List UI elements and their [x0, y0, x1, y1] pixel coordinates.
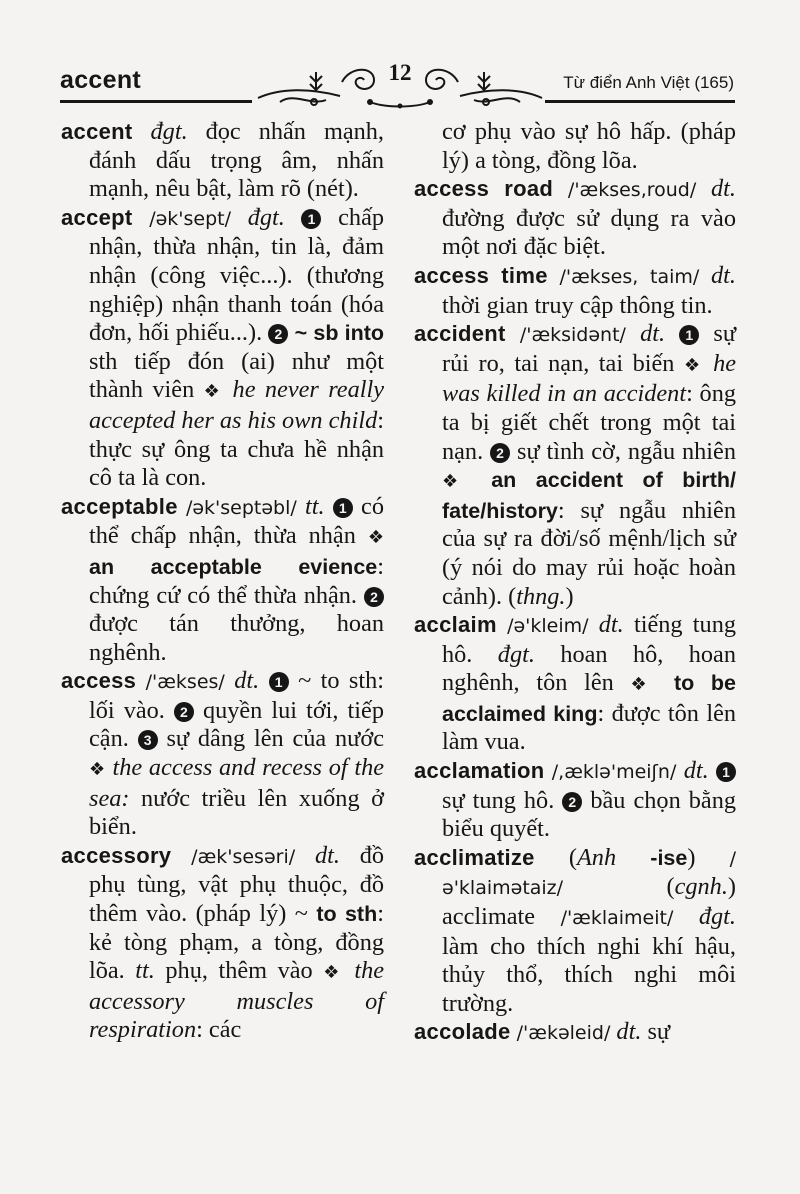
bold-phrase: an acceptable evience [89, 554, 378, 579]
sense-number-icon: 2 [174, 702, 194, 722]
entry-accent [61, 118, 384, 204]
definition-text [544, 757, 551, 784]
sense-number-icon: 1 [333, 498, 353, 518]
book-title: Từ điển Anh Việt (165) [563, 73, 734, 92]
headword: acclaim [414, 612, 497, 638]
definition-text [665, 320, 679, 347]
definition-text: : ông ta bị giết chết trong một tai nạn. [442, 380, 736, 465]
pronunciation: /'ækses, taim/ [559, 265, 700, 288]
italic-text: đgt. [698, 903, 736, 931]
bold-phrase: ~ sb into [294, 321, 385, 346]
sense-number-icon: 1 [269, 672, 289, 692]
definition-text [223, 376, 232, 403]
definition-text: đọc nhấn mạnh, đánh dấu trọng âm, nhấn mạnh, nêu bật, làm rõ (nét). [89, 118, 384, 203]
pronunciation: /ək'sept/ [149, 207, 232, 230]
definition-text: ) [687, 843, 730, 871]
bold-phrase: to be acclaimed king [442, 671, 736, 726]
definition-text [699, 262, 711, 289]
definition-text: : các [196, 1016, 242, 1044]
example-marker-icon: ❖ [323, 962, 344, 984]
definition-text [704, 350, 714, 377]
definition-text: : kẻ tòng phạm, a tòng, đồng lõa. [89, 900, 384, 985]
headword: access time [414, 262, 548, 288]
definition-text: ) acclimate [442, 873, 736, 931]
definition-text [136, 667, 145, 694]
page-header [0, 0, 800, 115]
example-marker-icon: ❖ [442, 471, 472, 493]
italic-text: he was killed in an accident [442, 349, 736, 408]
italic-text: dt. [616, 1018, 642, 1046]
italic-text: the access and recess of the sea: [89, 754, 385, 812]
entry-acclaim [414, 611, 736, 757]
definition-text [548, 262, 560, 289]
definition-text [626, 320, 640, 347]
header-rule-left [60, 100, 252, 103]
headword: accessory [61, 842, 172, 868]
definition-text: ( [534, 843, 577, 871]
definition-text [259, 667, 268, 694]
definition-text: phụ, thêm vào [154, 957, 324, 985]
headword: accident [414, 321, 506, 347]
definition-text [295, 842, 315, 869]
italic-text: cgnh. [674, 873, 728, 901]
definition-text: bầu chọn bằng biểu quyết. [442, 786, 736, 843]
italic-text: đgt. [497, 640, 535, 668]
pronunciation: /ə'klaimətaiz/ [442, 847, 737, 900]
italic-text: dt. [234, 667, 260, 695]
definition-text: : thực sự ông ta chưa hề nhận cô ta là con. [89, 406, 384, 492]
pronunciation: /'ækəleid/ [516, 1022, 611, 1045]
right-column [414, 118, 736, 1048]
italic-text: he never really accepted her as his own child [89, 376, 385, 434]
definition-text: ) [565, 582, 574, 610]
headword: accolade [414, 1019, 511, 1045]
sense-number-icon: 2 [268, 324, 288, 344]
example-marker-icon: ❖ [683, 354, 704, 376]
definition-text: đồ phụ tùng, vật phụ thuộc, đồ thêm vào. (pháp lý) ~ [89, 841, 385, 928]
definition-text: sth tiếp đón (ai) như một thành viên [89, 347, 384, 404]
continuation-text: cơ phụ vào sự hô hấp. (pháp lý) a tòng, đồng lõa. [442, 118, 736, 174]
definition-text: sự tung hô. [442, 786, 563, 814]
pronunciation: /'æklaimeit/ [560, 907, 674, 930]
definition-text: làm cho thích nghi khí hậu, thủy thổ, thích nghi môi trường. [442, 932, 736, 1017]
definition-text [344, 957, 355, 984]
definition-text [589, 611, 599, 638]
definition-text [497, 611, 507, 638]
definition-text [553, 175, 568, 202]
definition-text [676, 757, 683, 784]
definition-text: ( [563, 873, 675, 901]
italic-text: tt. [305, 492, 325, 520]
header-rule-right [545, 100, 735, 103]
definition-text: quyền lui tới, tiếp cận. [89, 696, 384, 753]
italic-text: the accessory muscles of respiration [89, 957, 384, 1044]
definition-text: sự [641, 1018, 671, 1046]
sense-number-icon: 2 [364, 587, 384, 607]
page-number: 12 [388, 60, 412, 85]
pronunciation: /'æksidənt/ [519, 324, 626, 347]
definition-text [285, 204, 302, 231]
definition-text [696, 175, 711, 202]
pronunciation: /ə'kleim/ [507, 615, 589, 638]
definition-text [297, 493, 305, 520]
definition-text: hoan hô, hoan nghênh, tôn lên [442, 640, 736, 697]
headword: access road [414, 176, 554, 202]
headword: acclimatize [414, 844, 535, 870]
italic-text: đgt. [247, 203, 285, 231]
definition-text: được tán thưởng, hoan nghênh. [89, 610, 384, 666]
definition-text [325, 493, 333, 520]
entry-accept [61, 204, 384, 493]
bold-phrase: an accident of birth/ fate/history [442, 468, 736, 523]
definition-text: chấp nhận, thừa nhận, tin là, đảm nhận (công việc...). (thương nghiệp) nhận thanh toán (hóa đơn, hối phiếu...). [89, 203, 385, 347]
definition-text [133, 118, 151, 145]
definition-text [472, 466, 492, 493]
definition-text [106, 754, 113, 781]
definition-text: thời gian truy cập thông tin. [442, 291, 713, 319]
entry-accolade [414, 1018, 736, 1048]
definition-text: có thể chấp nhận, thừa nhận [89, 492, 384, 550]
italic-text: dt. [711, 261, 737, 289]
italic-text: dt. [598, 611, 624, 639]
definition-text: : chứng cứ có thể thừa nhận. [89, 552, 384, 609]
definition-text: sự dâng lên của nước [157, 725, 384, 753]
italic-text: thng. [516, 582, 566, 610]
sense-number-icon: 2 [490, 443, 510, 463]
entry-acceptable [61, 493, 384, 668]
headword: acclamation [414, 758, 545, 784]
italic-text: dt. [711, 175, 736, 203]
definition-text [616, 844, 650, 871]
guide-word: accent [60, 66, 142, 94]
definition-text [506, 320, 520, 347]
definition-text: ~ to sth: lối vào. [89, 667, 385, 724]
italic-text: Anh [576, 843, 617, 871]
definition-text [709, 757, 716, 784]
italic-text: dt. [314, 841, 340, 869]
example-marker-icon: ❖ [89, 759, 106, 781]
headword: access [61, 668, 137, 694]
definition-text: nước triều lên xuống ở biển. [89, 784, 384, 841]
definition-text [178, 493, 186, 520]
italic-text: dt. [683, 757, 709, 785]
pronunciation: /ək'septəbl/ [185, 496, 297, 519]
headword: accept [61, 204, 133, 230]
pronunciation: /,æklə'meiʃn/ [551, 761, 677, 784]
entry-access-time [414, 262, 736, 320]
definition-text: : sự ngẫu nhiên của sự ra đời/số mệnh/lịch sử (ý nói do may rủi hoặc hoàn cảnh). ( [442, 496, 736, 610]
definition-text [657, 669, 674, 696]
definition-text [133, 204, 150, 231]
entry-access [61, 667, 384, 842]
definition-text: đường được sử dụng ra vào một nơi đặc biệt. [442, 204, 736, 261]
definition-text [231, 204, 248, 231]
entry-access-road [414, 175, 736, 262]
italic-text: đgt. [150, 118, 188, 145]
example-marker-icon: ❖ [630, 674, 658, 696]
definition-text [673, 903, 699, 930]
bold-phrase: -ise [650, 845, 688, 870]
left-column [61, 118, 384, 1045]
definition-text: tiếng tung hô. [442, 611, 736, 668]
entry-acclamation [414, 757, 736, 844]
pronunciation: /'ækses/ [145, 671, 225, 694]
entry-acclimatize [414, 844, 736, 1019]
pronunciation: /'ækses,roud/ [567, 179, 697, 202]
italic-text: dt. [640, 320, 666, 348]
sense-number-icon: 3 [138, 730, 158, 750]
definition-text: : được tôn lên làm vua. [442, 699, 736, 756]
definition-text [171, 842, 191, 869]
definition-text: sự tình cờ, ngẫu nhiên [510, 437, 736, 465]
bold-phrase: to sth [316, 902, 378, 927]
sense-number-icon: 1 [301, 209, 321, 229]
sense-number-icon: 1 [679, 325, 699, 345]
entry-accident [414, 320, 736, 611]
pronunciation: /æk'sesəri/ [191, 845, 296, 868]
example-marker-icon: ❖ [203, 381, 224, 403]
example-marker-icon: ❖ [367, 527, 384, 549]
entry-accessory [61, 842, 384, 1045]
headword: accent [61, 119, 133, 144]
italic-text: tt. [135, 957, 155, 985]
sense-number-icon: 1 [716, 762, 736, 782]
definition-text: sự rủi ro, tai nạn, tai biến [442, 320, 737, 377]
headword: acceptable [61, 493, 178, 519]
definition-text [225, 667, 234, 694]
sense-number-icon: 2 [562, 792, 582, 812]
